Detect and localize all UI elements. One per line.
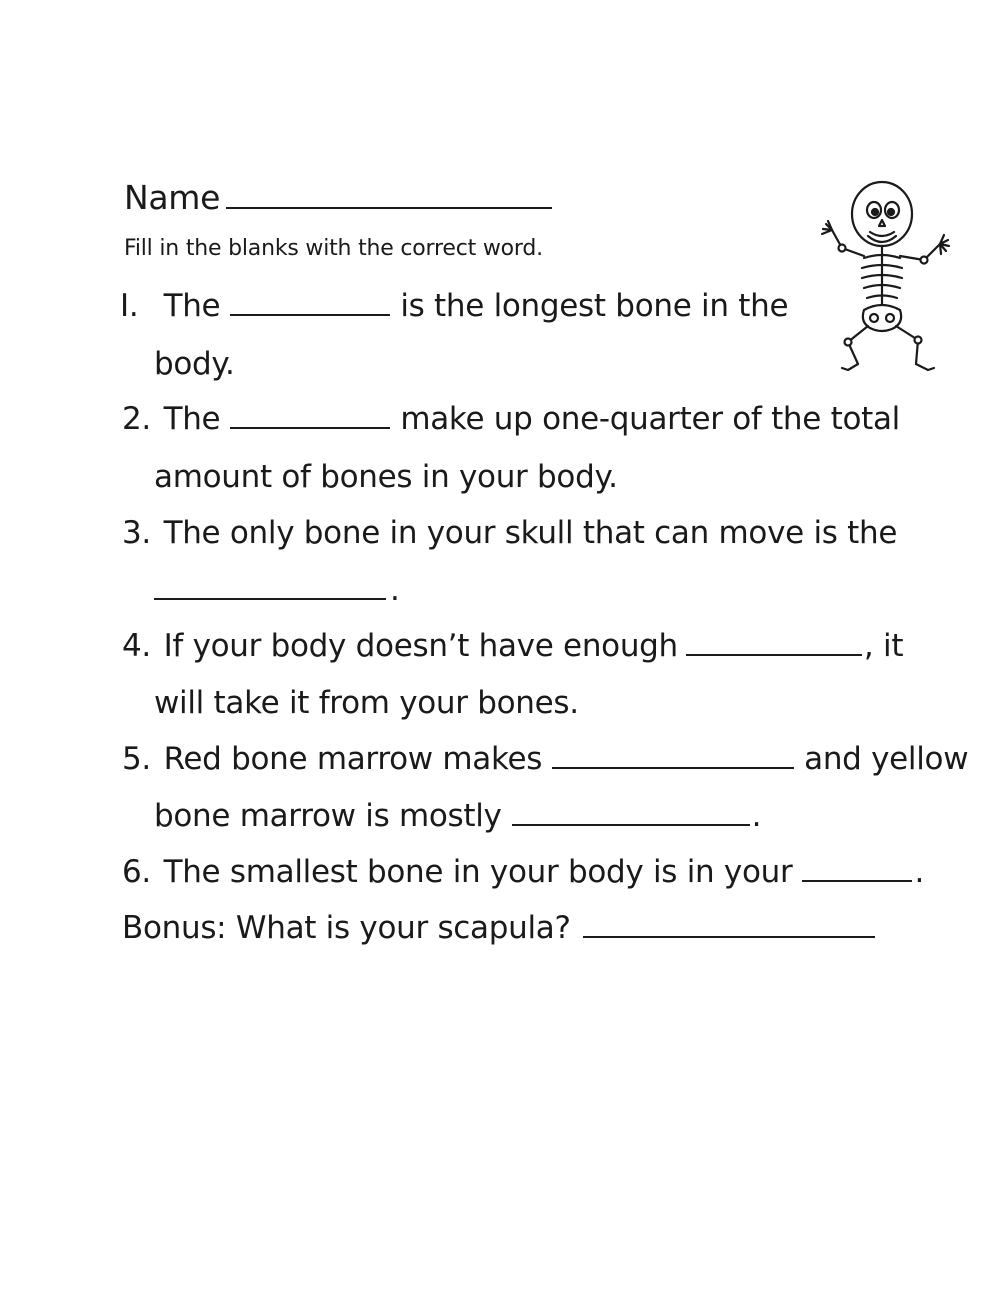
question-2-blank[interactable] <box>230 401 390 429</box>
question-3-period: . <box>390 572 400 608</box>
question-2 <box>122 399 900 439</box>
question-6 <box>122 852 924 892</box>
skeleton-clipart-icon <box>812 176 962 386</box>
question-4 <box>122 626 903 666</box>
question-5-continued <box>154 796 761 836</box>
question-4-blank[interactable] <box>686 628 862 656</box>
question-5 <box>122 739 968 779</box>
question-3-continued <box>154 570 400 610</box>
bonus-text: Bonus: What is your scapula? <box>122 910 571 946</box>
question-1-text-a: The <box>163 288 221 324</box>
question-2-number: 2. <box>122 401 151 437</box>
question-6-period: . <box>914 854 924 890</box>
question-4-text-b: , it <box>863 628 904 664</box>
question-5-period: . <box>751 798 762 834</box>
question-6-text: The smallest bone in your body is in your <box>163 854 793 890</box>
question-1-text-b: is the longest bone in the <box>400 288 789 324</box>
question-1-number: I. <box>120 288 139 324</box>
question-5-text-a: Red bone marrow makes <box>163 741 543 777</box>
question-3-number: 3. <box>122 515 151 551</box>
question-5-number: 5. <box>122 741 151 777</box>
name-line <box>124 178 556 218</box>
question-1-blank[interactable] <box>230 288 390 316</box>
question-6-blank[interactable] <box>802 854 912 882</box>
bonus-question <box>122 908 879 948</box>
question-3 <box>122 513 897 553</box>
question-2-text-a: The <box>163 401 221 437</box>
question-5-blank-1[interactable] <box>552 741 794 769</box>
question-4-text-a: If your body doesn’t have enough <box>163 628 678 664</box>
question-2-text-b: make up one-quarter of the total <box>400 401 900 437</box>
question-6-number: 6. <box>122 854 151 890</box>
question-5-text-b: and yellow <box>804 741 969 777</box>
question-1-continued: body. <box>154 346 235 382</box>
name-blank[interactable] <box>226 181 552 209</box>
question-2-continued: amount of bones in your body. <box>154 459 618 495</box>
bonus-blank[interactable] <box>583 910 875 938</box>
question-1 <box>120 286 788 326</box>
question-4-number: 4. <box>122 628 151 664</box>
name-label: Name <box>124 178 221 217</box>
question-4-continued: will take it from your bones. <box>154 685 579 721</box>
question-3-text: The only bone in your skull that can move is the <box>163 515 898 551</box>
question-5-text-c: bone marrow is mostly <box>154 798 502 834</box>
question-5-blank-2[interactable] <box>512 798 750 826</box>
question-3-blank[interactable] <box>154 572 386 600</box>
instructions: Fill in the blanks with the correct word. <box>124 236 543 261</box>
